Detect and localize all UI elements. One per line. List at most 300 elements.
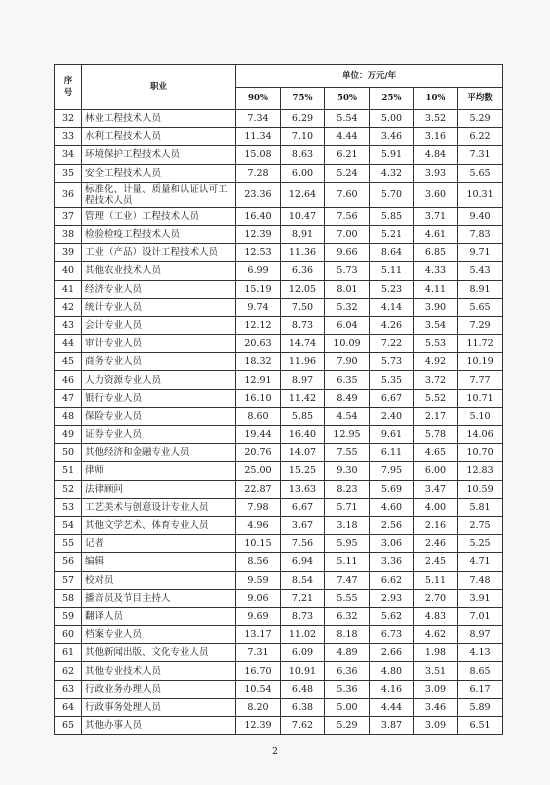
- value-cell-p75: 7.10: [281, 128, 325, 146]
- occupation-cell: 其他新闻出版、文化专业人员: [82, 644, 236, 662]
- value-cell-p10: 3.90: [414, 298, 458, 316]
- value-cell-p90: 23.36: [236, 182, 281, 207]
- value-cell-avg: 10.70: [458, 444, 503, 462]
- row-number: 39: [55, 244, 82, 262]
- table-row: [55, 182, 503, 207]
- value-cell-avg: 7.77: [458, 371, 503, 389]
- value-cell-p10: 3.60: [414, 182, 458, 207]
- value-cell-p10: 4.00: [414, 498, 458, 516]
- occupation-cell: 统计专业人员: [82, 298, 236, 316]
- value-cell-p90: 7.98: [236, 498, 281, 516]
- table-row: [55, 407, 503, 425]
- value-cell-p90: 4.96: [236, 516, 281, 534]
- value-cell-p50: 8.49: [325, 389, 370, 407]
- value-cell-p50: 5.36: [325, 680, 370, 698]
- row-number: 53: [55, 498, 82, 516]
- value-cell-p90: 10.15: [236, 535, 281, 553]
- value-cell-p10: 3.51: [414, 662, 458, 680]
- value-cell-p75: 6.09: [281, 644, 325, 662]
- table-row: [55, 607, 503, 625]
- value-cell-p90: 7.28: [236, 164, 281, 182]
- value-cell-avg: 11.72: [458, 335, 503, 353]
- value-cell-p25: 5.23: [370, 280, 414, 298]
- value-cell-p75: 10.47: [281, 207, 325, 225]
- value-cell-p50: 7.56: [325, 207, 370, 225]
- occupation-cell: 其他办事人员: [82, 717, 236, 735]
- value-cell-p10: 4.61: [414, 225, 458, 243]
- value-cell-p90: 6.99: [236, 262, 281, 280]
- value-cell-p10: 3.54: [414, 316, 458, 334]
- value-cell-p10: 5.11: [414, 571, 458, 589]
- value-cell-p25: 4.80: [370, 662, 414, 680]
- value-cell-p50: 7.90: [325, 353, 370, 371]
- table-row: [55, 571, 503, 589]
- value-cell-avg: 6.17: [458, 680, 503, 698]
- value-cell-p10: 4.92: [414, 353, 458, 371]
- row-number: 48: [55, 407, 82, 425]
- value-cell-p50: 12.95: [325, 426, 370, 444]
- value-cell-p90: 12.53: [236, 244, 281, 262]
- occupation-cell: 工业（产品）设计工程技术人员: [82, 244, 236, 262]
- row-number: 58: [55, 589, 82, 607]
- value-cell-p50: 7.55: [325, 444, 370, 462]
- value-cell-p25: 6.11: [370, 444, 414, 462]
- table-row: [55, 128, 503, 146]
- value-cell-p75: 3.67: [281, 516, 325, 534]
- value-cell-p25: 2.40: [370, 407, 414, 425]
- value-cell-p25: 3.46: [370, 128, 414, 146]
- row-number: 34: [55, 146, 82, 164]
- page-number: 2: [272, 747, 278, 757]
- value-cell-p25: 7.22: [370, 335, 414, 353]
- value-cell-p90: 16.10: [236, 389, 281, 407]
- value-cell-p75: 8.73: [281, 316, 325, 334]
- value-cell-p50: 5.71: [325, 498, 370, 516]
- value-cell-p50: 5.54: [325, 110, 370, 128]
- value-cell-avg: 5.43: [458, 262, 503, 280]
- occupation-cell: 环境保护工程技术人员: [82, 146, 236, 164]
- value-cell-p90: 8.60: [236, 407, 281, 425]
- value-cell-p90: 19.44: [236, 426, 281, 444]
- row-number: 56: [55, 553, 82, 571]
- value-cell-p10: 3.47: [414, 480, 458, 498]
- value-cell-p50: 4.44: [325, 128, 370, 146]
- value-cell-avg: 8.97: [458, 626, 503, 644]
- value-cell-p90: 12.39: [236, 225, 281, 243]
- value-cell-p25: 4.26: [370, 316, 414, 334]
- table-row: [55, 298, 503, 316]
- value-cell-p90: 12.39: [236, 717, 281, 735]
- seq-header: 序号: [55, 65, 82, 110]
- row-number: 43: [55, 316, 82, 334]
- value-cell-avg: 6.51: [458, 717, 503, 735]
- value-cell-p10: 5.78: [414, 426, 458, 444]
- table-row: [55, 644, 503, 662]
- value-cell-p75: 7.56: [281, 535, 325, 553]
- table-row: [55, 444, 503, 462]
- occupation-header: 职业: [82, 65, 236, 110]
- table-row: [55, 225, 503, 243]
- value-cell-p90: 25.00: [236, 462, 281, 480]
- value-cell-p75: 8.91: [281, 225, 325, 243]
- row-number: 49: [55, 426, 82, 444]
- value-cell-p75: 11.36: [281, 244, 325, 262]
- table-row: [55, 535, 503, 553]
- occupation-cell: 证券专业人员: [82, 426, 236, 444]
- value-cell-avg: 5.65: [458, 298, 503, 316]
- occupation-cell: 林业工程技术人员: [82, 110, 236, 128]
- percentile-header: 90%: [236, 88, 281, 110]
- value-cell-p75: 6.48: [281, 680, 325, 698]
- value-cell-avg: 5.29: [458, 110, 503, 128]
- value-cell-p10: 6.00: [414, 462, 458, 480]
- value-cell-p25: 8.64: [370, 244, 414, 262]
- value-cell-p75: 8.73: [281, 607, 325, 625]
- value-cell-avg: 9.71: [458, 244, 503, 262]
- value-cell-p50: 8.18: [325, 626, 370, 644]
- occupation-cell: 会计专业人员: [82, 316, 236, 334]
- value-cell-avg: 7.31: [458, 146, 503, 164]
- unit-header: 单位：万元/年: [236, 65, 503, 88]
- value-cell-p90: 20.76: [236, 444, 281, 462]
- value-cell-avg: 7.83: [458, 225, 503, 243]
- value-cell-p25: 4.16: [370, 680, 414, 698]
- table-row: [55, 244, 503, 262]
- occupation-cell: 行政事务处理人员: [82, 698, 236, 716]
- value-cell-p75: 6.38: [281, 698, 325, 716]
- value-cell-avg: 3.91: [458, 589, 503, 607]
- value-cell-p10: 4.65: [414, 444, 458, 462]
- table-row: [55, 146, 503, 164]
- value-cell-p10: 3.93: [414, 164, 458, 182]
- value-cell-p50: 5.00: [325, 698, 370, 716]
- value-cell-p50: 8.23: [325, 480, 370, 498]
- value-cell-p25: 3.87: [370, 717, 414, 735]
- value-cell-p90: 12.91: [236, 371, 281, 389]
- occupation-cell: 其他经济和金融专业人员: [82, 444, 236, 462]
- value-cell-p90: 18.32: [236, 353, 281, 371]
- row-number: 57: [55, 571, 82, 589]
- value-cell-p75: 8.63: [281, 146, 325, 164]
- value-cell-p75: 11.96: [281, 353, 325, 371]
- row-number: 32: [55, 110, 82, 128]
- value-cell-p50: 9.66: [325, 244, 370, 262]
- occupation-cell: 银行专业人员: [82, 389, 236, 407]
- value-cell-p25: 3.36: [370, 553, 414, 571]
- occupation-cell: 审计专业人员: [82, 335, 236, 353]
- value-cell-p75: 8.54: [281, 571, 325, 589]
- value-cell-p90: 9.69: [236, 607, 281, 625]
- value-cell-p25: 5.70: [370, 182, 414, 207]
- value-cell-avg: 4.71: [458, 553, 503, 571]
- value-cell-avg: 8.91: [458, 280, 503, 298]
- table-row: [55, 335, 503, 353]
- value-cell-p90: 22.87: [236, 480, 281, 498]
- row-number: 40: [55, 262, 82, 280]
- value-cell-p10: 4.83: [414, 607, 458, 625]
- row-number: 52: [55, 480, 82, 498]
- value-cell-avg: 10.19: [458, 353, 503, 371]
- occupation-cell: 工艺美术与创意设计专业人员: [82, 498, 236, 516]
- value-cell-p50: 7.47: [325, 571, 370, 589]
- table-row: [55, 553, 503, 571]
- row-number: 60: [55, 626, 82, 644]
- table-row: [55, 698, 503, 716]
- value-cell-avg: 2.75: [458, 516, 503, 534]
- value-cell-p75: 6.29: [281, 110, 325, 128]
- row-number: 46: [55, 371, 82, 389]
- percentile-header: 25%: [370, 88, 414, 110]
- value-cell-p90: 12.12: [236, 316, 281, 334]
- percentile-header: 75%: [281, 88, 325, 110]
- value-cell-p75: 7.50: [281, 298, 325, 316]
- row-number: 59: [55, 607, 82, 625]
- value-cell-p10: 5.52: [414, 389, 458, 407]
- value-cell-p10: 3.09: [414, 680, 458, 698]
- table-row: [55, 207, 503, 225]
- value-cell-p25: 5.00: [370, 110, 414, 128]
- row-number: 64: [55, 698, 82, 716]
- table-row: [55, 353, 503, 371]
- table-row: [55, 498, 503, 516]
- row-number: 47: [55, 389, 82, 407]
- value-cell-p90: 9.59: [236, 571, 281, 589]
- table-row: [55, 516, 503, 534]
- value-cell-p75: 16.40: [281, 426, 325, 444]
- value-cell-p50: 6.21: [325, 146, 370, 164]
- table-row: [55, 262, 503, 280]
- value-cell-p75: 12.64: [281, 182, 325, 207]
- value-cell-p10: 3.46: [414, 698, 458, 716]
- value-cell-avg: 5.65: [458, 164, 503, 182]
- row-number: 33: [55, 128, 82, 146]
- row-number: 55: [55, 535, 82, 553]
- value-cell-p75: 11.42: [281, 389, 325, 407]
- value-cell-p25: 6.62: [370, 571, 414, 589]
- value-cell-p50: 5.55: [325, 589, 370, 607]
- occupation-cell: 法律顾问: [82, 480, 236, 498]
- value-cell-p90: 10.54: [236, 680, 281, 698]
- row-number: 45: [55, 353, 82, 371]
- value-cell-p75: 14.74: [281, 335, 325, 353]
- table-row: [55, 110, 503, 128]
- occupation-cell: 记者: [82, 535, 236, 553]
- value-cell-p10: 2.16: [414, 516, 458, 534]
- value-cell-p50: 5.95: [325, 535, 370, 553]
- value-cell-avg: 7.01: [458, 607, 503, 625]
- row-number: 62: [55, 662, 82, 680]
- value-cell-avg: 9.40: [458, 207, 503, 225]
- value-cell-avg: 6.22: [458, 128, 503, 146]
- table-row: [55, 280, 503, 298]
- value-cell-p25: 2.66: [370, 644, 414, 662]
- table-row: [55, 680, 503, 698]
- value-cell-p75: 6.00: [281, 164, 325, 182]
- table-row: [55, 662, 503, 680]
- value-cell-p10: 4.33: [414, 262, 458, 280]
- occupation-cell: 标准化、计量、质量和认证认可工程技术人员: [82, 182, 236, 207]
- value-cell-p25: 3.06: [370, 535, 414, 553]
- occupation-cell: 播音员及节目主持人: [82, 589, 236, 607]
- value-cell-p25: 5.62: [370, 607, 414, 625]
- occupation-cell: 其他农业技术人员: [82, 262, 236, 280]
- row-number: 63: [55, 680, 82, 698]
- value-cell-p10: 4.11: [414, 280, 458, 298]
- value-cell-p75: 6.36: [281, 262, 325, 280]
- value-cell-p25: 4.14: [370, 298, 414, 316]
- value-cell-avg: 10.31: [458, 182, 503, 207]
- row-number: 61: [55, 644, 82, 662]
- value-cell-p25: 5.91: [370, 146, 414, 164]
- occupation-cell: 检验检疫工程技术人员: [82, 225, 236, 243]
- value-cell-p25: 5.69: [370, 480, 414, 498]
- occupation-cell: 行政业务办理人员: [82, 680, 236, 698]
- table-row: [55, 316, 503, 334]
- value-cell-p10: 2.45: [414, 553, 458, 571]
- percentile-header: 10%: [414, 88, 458, 110]
- table-row: [55, 462, 503, 480]
- value-cell-avg: 5.89: [458, 698, 503, 716]
- value-cell-avg: 8.65: [458, 662, 503, 680]
- value-cell-p10: 3.52: [414, 110, 458, 128]
- value-cell-p50: 7.60: [325, 182, 370, 207]
- value-cell-p75: 7.21: [281, 589, 325, 607]
- value-cell-p10: 3.72: [414, 371, 458, 389]
- value-cell-p50: 5.73: [325, 262, 370, 280]
- table-body: [55, 110, 503, 735]
- occupation-cell: 商务专业人员: [82, 353, 236, 371]
- value-cell-p90: 8.56: [236, 553, 281, 571]
- occupation-cell: 校对员: [82, 571, 236, 589]
- value-cell-p90: 8.20: [236, 698, 281, 716]
- value-cell-p90: 11.34: [236, 128, 281, 146]
- value-cell-p10: 2.17: [414, 407, 458, 425]
- value-cell-avg: 7.48: [458, 571, 503, 589]
- value-cell-p75: 14.07: [281, 444, 325, 462]
- value-cell-p50: 6.04: [325, 316, 370, 334]
- value-cell-p75: 11.02: [281, 626, 325, 644]
- value-cell-p50: 9.30: [325, 462, 370, 480]
- value-cell-p10: 6.85: [414, 244, 458, 262]
- table-row: [55, 164, 503, 182]
- row-number: 37: [55, 207, 82, 225]
- row-number: 65: [55, 717, 82, 735]
- value-cell-p10: 2.46: [414, 535, 458, 553]
- occupation-cell: 安全工程技术人员: [82, 164, 236, 182]
- value-cell-avg: 7.29: [458, 316, 503, 334]
- table-row: [55, 480, 503, 498]
- value-cell-p50: 6.35: [325, 371, 370, 389]
- occupation-cell: 编辑: [82, 553, 236, 571]
- occupation-cell: 人力资源专业人员: [82, 371, 236, 389]
- value-cell-p90: 13.17: [236, 626, 281, 644]
- value-cell-p90: 9.74: [236, 298, 281, 316]
- wage-table: [54, 64, 503, 735]
- value-cell-p90: 16.70: [236, 662, 281, 680]
- value-cell-p25: 5.11: [370, 262, 414, 280]
- row-number: 44: [55, 335, 82, 353]
- value-cell-p10: 4.84: [414, 146, 458, 164]
- value-cell-p50: 5.24: [325, 164, 370, 182]
- value-cell-p25: 5.21: [370, 225, 414, 243]
- value-cell-p90: 7.34: [236, 110, 281, 128]
- value-cell-avg: 10.59: [458, 480, 503, 498]
- value-cell-p75: 12.05: [281, 280, 325, 298]
- value-cell-p10: 3.71: [414, 207, 458, 225]
- value-cell-p25: 2.93: [370, 589, 414, 607]
- value-cell-p25: 5.85: [370, 207, 414, 225]
- value-cell-p90: 15.19: [236, 280, 281, 298]
- occupation-cell: 其他文学艺术、体育专业人员: [82, 516, 236, 534]
- value-cell-p75: 8.97: [281, 371, 325, 389]
- occupation-cell: 水利工程技术人员: [82, 128, 236, 146]
- value-cell-p75: 7.62: [281, 717, 325, 735]
- value-cell-p10: 2.70: [414, 589, 458, 607]
- value-cell-p25: 4.60: [370, 498, 414, 516]
- value-cell-p75: 15.25: [281, 462, 325, 480]
- value-cell-p75: 6.67: [281, 498, 325, 516]
- average-header: 平均数: [458, 88, 503, 110]
- value-cell-p25: 4.44: [370, 698, 414, 716]
- occupation-cell: 保险专业人员: [82, 407, 236, 425]
- value-cell-p10: 3.16: [414, 128, 458, 146]
- value-cell-p25: 5.35: [370, 371, 414, 389]
- row-number: 42: [55, 298, 82, 316]
- row-number: 50: [55, 444, 82, 462]
- value-cell-p50: 7.00: [325, 225, 370, 243]
- occupation-cell: 管理（工业）工程技术人员: [82, 207, 236, 225]
- value-cell-p50: 6.36: [325, 662, 370, 680]
- table-row: [55, 626, 503, 644]
- value-cell-p50: 5.29: [325, 717, 370, 735]
- value-cell-avg: 5.25: [458, 535, 503, 553]
- value-cell-p75: 6.94: [281, 553, 325, 571]
- value-cell-p50: 5.32: [325, 298, 370, 316]
- value-cell-p90: 20.63: [236, 335, 281, 353]
- value-cell-p75: 10.91: [281, 662, 325, 680]
- row-number: 38: [55, 225, 82, 243]
- value-cell-p50: 4.89: [325, 644, 370, 662]
- value-cell-p25: 9.61: [370, 426, 414, 444]
- value-cell-avg: 14.06: [458, 426, 503, 444]
- value-cell-p90: 16.40: [236, 207, 281, 225]
- value-cell-avg: 5.81: [458, 498, 503, 516]
- value-cell-p25: 6.67: [370, 389, 414, 407]
- table-row: [55, 426, 503, 444]
- occupation-cell: 经济专业人员: [82, 280, 236, 298]
- percentile-header: 50%: [325, 88, 370, 110]
- table-row: [55, 371, 503, 389]
- value-cell-p75: 13.63: [281, 480, 325, 498]
- value-cell-p50: 3.18: [325, 516, 370, 534]
- value-cell-p25: 7.95: [370, 462, 414, 480]
- table-row: [55, 589, 503, 607]
- value-cell-p10: 5.53: [414, 335, 458, 353]
- value-cell-p10: 3.09: [414, 717, 458, 735]
- value-cell-avg: 5.10: [458, 407, 503, 425]
- value-cell-p25: 5.73: [370, 353, 414, 371]
- value-cell-p25: 6.73: [370, 626, 414, 644]
- occupation-cell: 翻译人员: [82, 607, 236, 625]
- row-number: 36: [55, 182, 82, 207]
- row-number: 51: [55, 462, 82, 480]
- value-cell-p50: 6.32: [325, 607, 370, 625]
- value-cell-avg: 10.71: [458, 389, 503, 407]
- value-cell-p25: 4.32: [370, 164, 414, 182]
- value-cell-p75: 5.85: [281, 407, 325, 425]
- occupation-cell: 其他专业技术人员: [82, 662, 236, 680]
- value-cell-p50: 5.11: [325, 553, 370, 571]
